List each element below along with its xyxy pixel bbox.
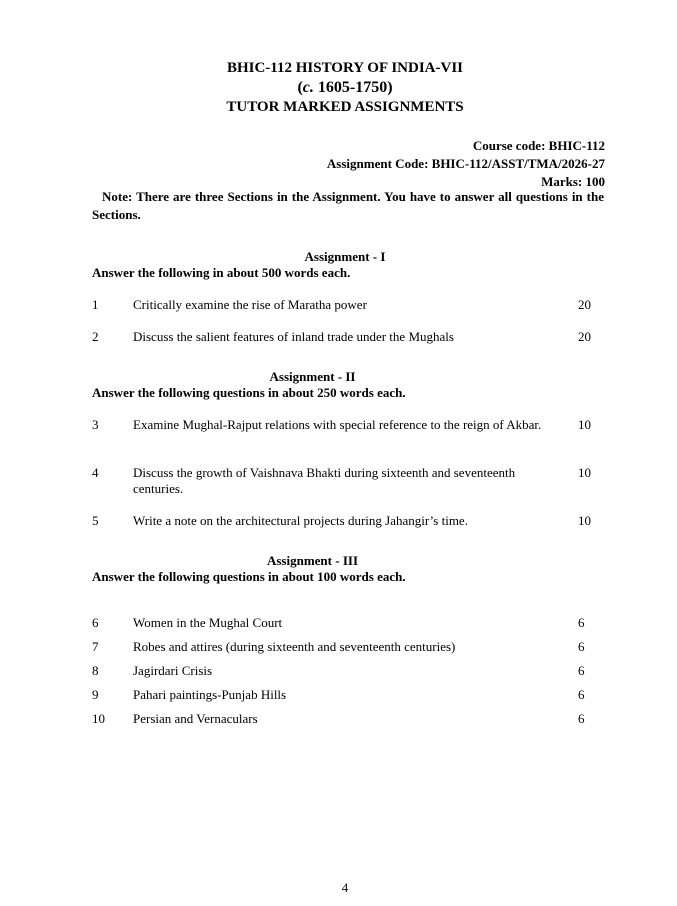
- section-instruction: Answer the following questions in about 250 words each.: [92, 385, 406, 400]
- question-marks: 6: [578, 615, 585, 630]
- question-text: Jagirdari Crisis: [133, 663, 213, 678]
- section-title: Assignment - I: [304, 249, 386, 264]
- document-period: (c. 1605-1750): [297, 79, 393, 96]
- question-marks: 6: [578, 663, 585, 678]
- question-text: Write a note on the architectural projects during Jahangir’s time.: [133, 513, 468, 528]
- course-code: Course code: BHIC-112: [472, 138, 605, 153]
- question-text: Critically examine the rise of Maratha power: [133, 297, 367, 312]
- question-number: 10: [92, 711, 105, 726]
- question-number: 1: [92, 297, 99, 312]
- total-marks: Marks: 100: [541, 174, 605, 189]
- document-title: BHIC-112 HISTORY OF INDIA-VII: [226, 60, 464, 76]
- section-title: Assignment - II: [269, 369, 356, 384]
- section-instruction: Answer the following in about 500 words each.: [92, 265, 351, 280]
- question-marks: 10: [578, 513, 591, 528]
- period-prefix: c.: [302, 79, 314, 96]
- period-range: 1605-1750): [313, 79, 393, 96]
- question-number: 3: [92, 417, 99, 432]
- question-text: Discuss the growth of Vaishnava Bhakti during sixteenth and seventeenth centuries.: [133, 465, 516, 496]
- question-marks: 20: [578, 329, 591, 344]
- question-marks: 6: [578, 711, 585, 726]
- question-number: 4: [92, 465, 99, 480]
- question-marks: 6: [578, 639, 585, 654]
- question-text: Pahari paintings-Punjab Hills: [133, 687, 287, 702]
- question-number: 8: [92, 663, 99, 678]
- question-marks: 6: [578, 687, 585, 702]
- question-number: 5: [92, 513, 99, 528]
- question-marks: 10: [578, 417, 591, 432]
- assignment-note: Note: There are three Sections in the Assignment. You have to answer all questions in the Sections.: [92, 189, 604, 222]
- question-number: 7: [92, 639, 99, 654]
- section-title: Assignment - III: [266, 553, 358, 568]
- assignment-code: Assignment Code: BHIC-112/ASST/TMA/2026-27: [326, 156, 605, 171]
- question-text: Persian and Vernaculars: [133, 711, 258, 726]
- question-text: Discuss the salient features of inland trade under the Mughals: [133, 329, 454, 344]
- question-text: Women in the Mughal Court: [133, 615, 283, 630]
- section-instruction: Answer the following questions in about 100 words each.: [92, 569, 406, 584]
- question-marks: 10: [578, 465, 591, 480]
- question-number: 2: [92, 329, 99, 344]
- question-number: 9: [92, 687, 99, 702]
- question-text: Robes and attires (during sixteenth and seventeenth centuries): [133, 639, 456, 654]
- question-text: Examine Mughal-Rajput relations with special reference to the reign of Akbar.: [133, 417, 542, 432]
- document-subtitle: TUTOR MARKED ASSIGNMENTS: [226, 99, 464, 115]
- question-number: 6: [92, 615, 99, 630]
- question-marks: 20: [578, 297, 591, 312]
- page-number: 4: [341, 880, 349, 895]
